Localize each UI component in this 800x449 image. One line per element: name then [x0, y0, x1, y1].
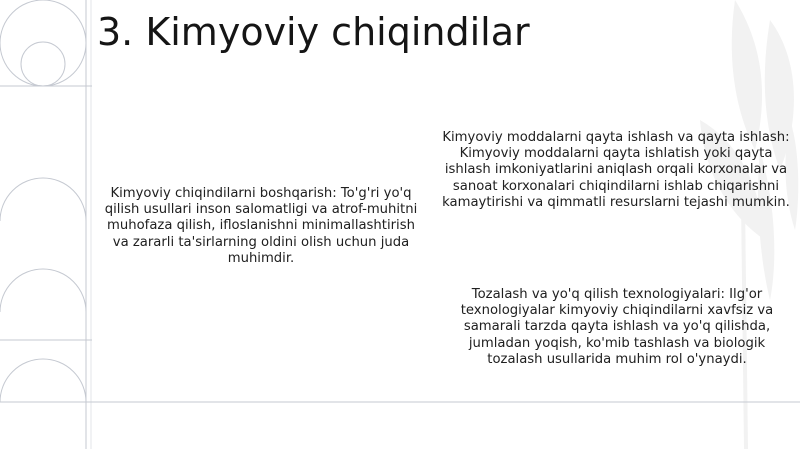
decorative-arc: [0, 178, 86, 221]
slide-title: 3. Kimyoviy chiqindilar: [97, 10, 530, 54]
decorative-circle: [0, 0, 86, 86]
text-block-management: Kimyoviy chiqindilarni boshqarish: To'g'ri yo'q qilish usullari inson salomatligi va atrof-muhitni muhofaza qilish, ifloslanishni minimallashtirish va zararli ta'sirlarning oldini olish uchun juda muhimdir.: [104, 186, 418, 266]
leaf-watermark-icon: [700, 0, 798, 449]
decorative-arc-large: [0, 359, 86, 402]
decorative-arc: [0, 269, 86, 312]
text-block-technologies: Tozalash va yo'q qilish texnologiyalari: Ilg'or texnologiyalar kimyoviy chiqindilarni xavfsiz va samarali tarzda qayta ishlash va yo'q qilishda, jumladan yoqish, ko'mib tashlash va biologik tozalash usullarida muhim rol o'ynaydi.: [460, 287, 774, 367]
decorative-circle-small: [21, 42, 65, 86]
text-block-recycling: Kimyoviy moddalarni qayta ishlash va qayta ishlash: Kimyoviy moddalarni qayta ishlatish yoki qayta ishlash imkoniyatlarini aniqlash orqali korxonalar va sanoat korxonalari chiqindilarni ishlab chiqarishni kamaytirishi va qimmatli resurslarni tejashi mumkin.: [442, 130, 790, 210]
